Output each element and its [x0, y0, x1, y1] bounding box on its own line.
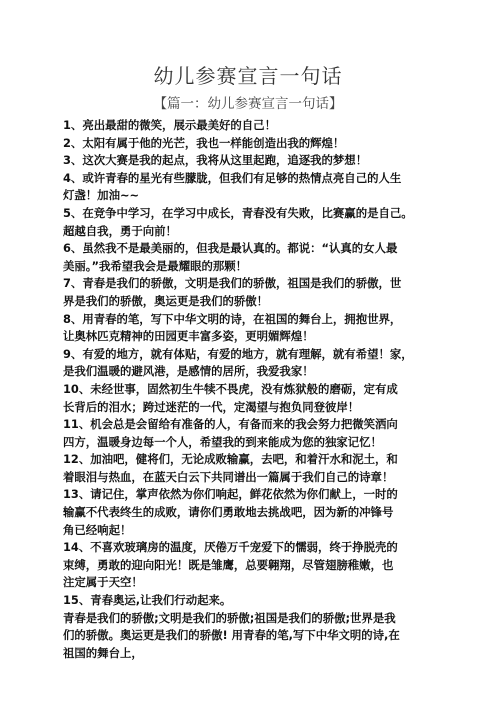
body-line: 注定属于天空！	[63, 575, 143, 590]
body-line: 2、太阳有属于他的光芒，我也一样能创造出我的辉煌！	[63, 135, 345, 150]
body-line: 青春是我们的骄傲;文明是我们的骄傲;祖国是我们的骄傲;世界是我	[63, 610, 396, 625]
body-line: 美丽。”我希望我会是最耀眼的那颗！	[63, 258, 248, 273]
body-line: 灯盏！加油~~	[63, 188, 140, 203]
body-line: 们的骄傲。奥运更是我们的骄傲! 用青春的笔,写下中华文明的诗,在	[63, 628, 400, 643]
body-line: 祖国的舞台上，	[63, 645, 143, 660]
page-title: 幼儿参赛宣言一句话	[153, 64, 343, 88]
body-line: 13、请记住，掌声依然为你们响起，鲜花依然为你们献上，一时的	[63, 487, 398, 502]
body-line: 让奥林匹克精神的田园更丰富多姿，更明媚辉煌！	[63, 329, 314, 344]
body-line: 界是我们的骄傲，奥运更是我们的骄傲！	[63, 293, 269, 308]
body-line: 角已经响起！	[63, 522, 132, 537]
body-line: 5、在竞争中学习，在学习中成长，青春没有失败，比赛赢的是自己。	[63, 205, 413, 220]
body-line: 7、青春是我们的骄傲，文明是我们的骄傲，祖国是我们的骄傲，世	[63, 276, 402, 291]
body-line: 超越自我，勇于向前！	[63, 223, 177, 238]
body-line: 6、虽然我不是最美丽的，但我是最认真的。都说：“认真的女人最	[63, 241, 398, 256]
body-line: 着眼泪与热血，在蓝天白云下共同谱出一篇属于我们自己的诗章！	[63, 469, 394, 484]
body-line: 11、机会总是会留给有准备的人，有备而来的我会努力把微笑洒向	[63, 417, 398, 432]
body-line: 输赢不代表终生的成败，请你们勇敢地去挑战吧，因为新的冲锋号	[63, 505, 394, 520]
body-line: 3、这次大赛是我的起点，我将从这里起跑，追逐我的梦想！	[63, 153, 368, 168]
body-line: 四方，温暖身边每一个人，希望我的到来能成为您的独家记忆！	[63, 434, 382, 449]
body-line: 15、青春奥运,让我们行动起来。	[63, 593, 232, 608]
body-line: 9、有爱的地方，就有体贴，有爱的地方，就有理解，就有希望！家，	[63, 346, 413, 361]
body-line: 10、未经世事，固然初生牛犊不畏虎，没有炼狱般的磨砺，定有成	[63, 381, 398, 396]
body-line: 12、加油吧，健将们，无论成败输赢，去吧，和着汗水和泥土，和	[63, 452, 398, 467]
body-line: 8、用青春的笔，写下中华文明的诗，在祖国的舞台上，拥抱世界，	[63, 311, 402, 326]
section-heading: 【篇一：幼儿参赛宣言一句话】	[153, 96, 343, 112]
body-line: 1、亮出最甜的微笑，展示最美好的自己！	[63, 118, 276, 132]
body-line: 束缚，勇敢的迎向阳光！既是雏鹰，总要翱翔，尽管翅膀稚嫩，也	[63, 557, 394, 572]
body-line: 是我们温暖的避风港，是感情的居所，我爱我家！	[63, 364, 314, 379]
document-body	[63, 117, 451, 662]
body-line: 4、或许青春的星光有些朦胧，但我们有足够的热情点亮自己的人生	[63, 170, 402, 185]
body-line: 14、不喜欢玻璃房的温度，厌倦万千宠爱下的懦弱，终于挣脱壳的	[63, 540, 398, 555]
body-line: 长背后的泪水；跨过迷茫的一代，定渴望与抱负同登彼岸！	[63, 399, 360, 414]
